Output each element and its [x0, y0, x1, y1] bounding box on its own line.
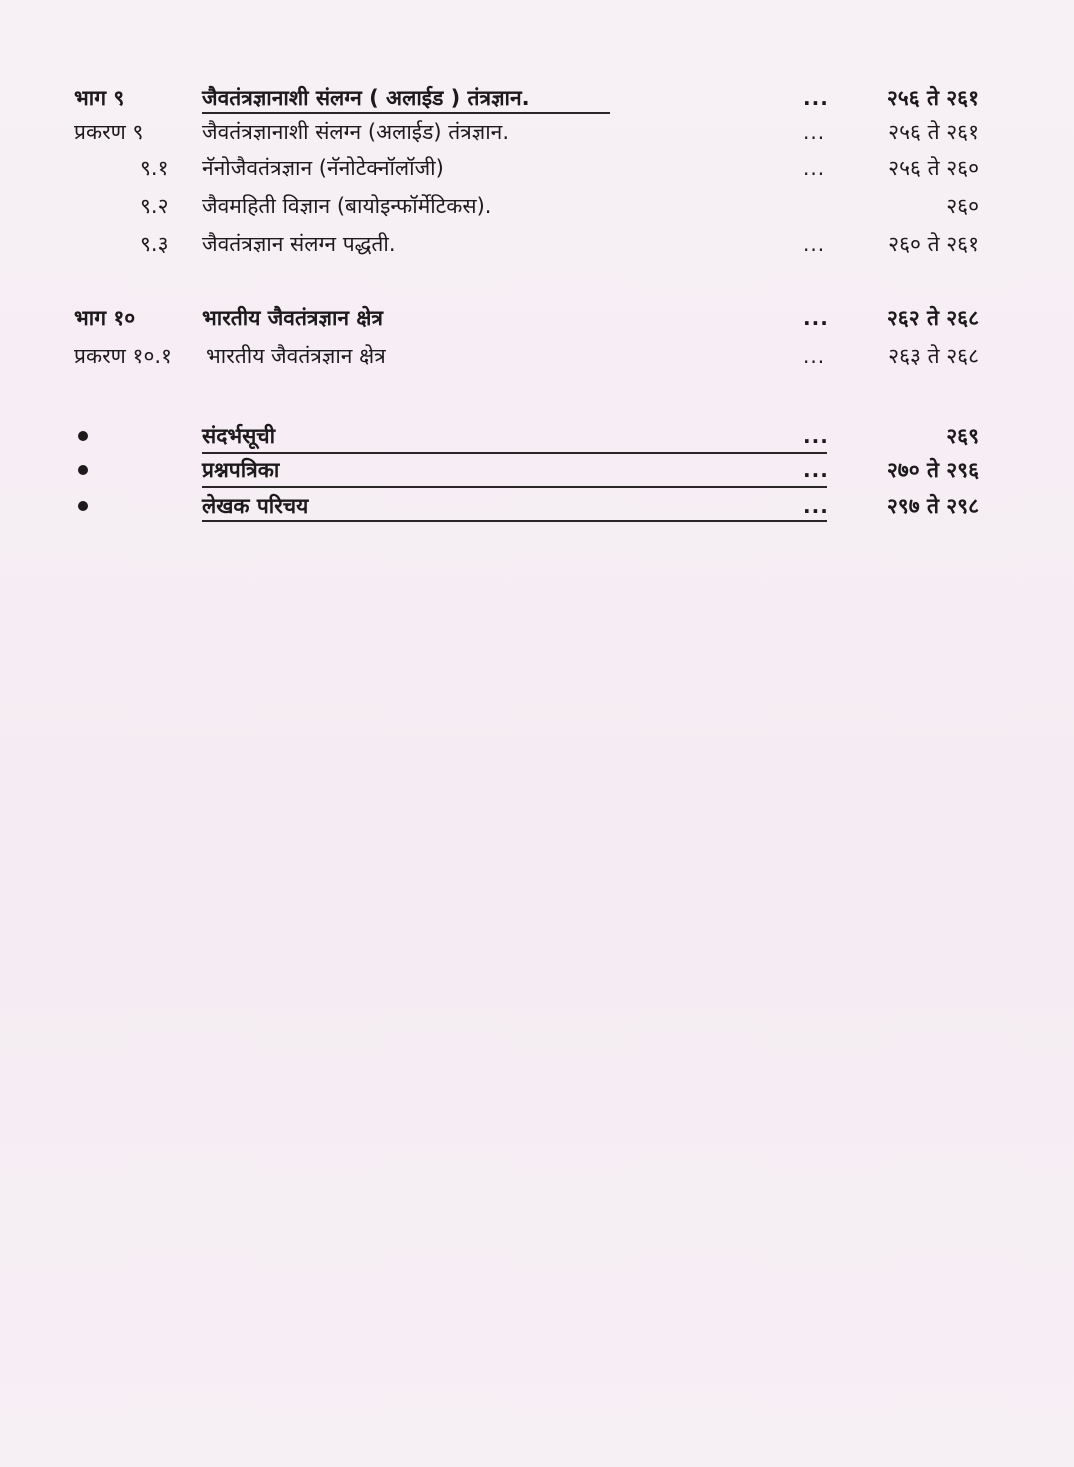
leader-dots: ...: [803, 458, 829, 482]
toc-entry-question-papers: [0, 452, 1074, 488]
leader-dots: ...: [803, 494, 829, 518]
page-range: २६० ते २६१: [888, 232, 979, 256]
part-label: भाग ९: [74, 86, 125, 110]
bullet-icon: [78, 465, 88, 475]
entry-title: संदर्भसूची: [202, 424, 276, 448]
page-range: २९७ ते २९८: [886, 494, 979, 518]
entry-title: प्रश्नपत्रिका: [202, 458, 280, 482]
leader-dots: ...: [803, 86, 829, 110]
bullet-icon: [78, 501, 88, 511]
section-title: जैवतंत्रज्ञान संलग्न पद्धती.: [202, 232, 396, 256]
part-title: जैवतंत्रज्ञानाशी संलग्न ( अलाईड ) तंत्रज्ञान.: [202, 86, 530, 110]
section-title: नॅनोजैवतंत्रज्ञान (नॅनोटेक्नॉलॉजी): [202, 156, 444, 180]
toc-entry-section-9-2: [0, 188, 1074, 224]
toc-entry-references: [0, 418, 1074, 454]
chapter-label: प्रकरण १०.१: [74, 344, 172, 368]
toc-entry-part-9: [0, 80, 1074, 116]
section-number: ९.२: [140, 194, 169, 218]
bullet-icon: [78, 431, 88, 441]
part-title: भारतीय जैवतंत्रज्ञान क्षेत्र: [202, 306, 384, 330]
part-label: भाग १०: [74, 306, 136, 330]
toc-entry-chapter-10-1: [0, 338, 1074, 374]
toc-entry-section-9-1: [0, 150, 1074, 186]
leader-dots: ...: [803, 306, 829, 330]
chapter-title: भारतीय जैवतंत्रज्ञान क्षेत्र: [206, 344, 386, 368]
page-range: २५६ ते २६१: [886, 86, 979, 110]
leader-dots: ...: [803, 424, 829, 448]
leader-dots: ...: [803, 232, 826, 256]
page-range: २५६ ते २६०: [888, 156, 979, 180]
leader-dots: ...: [803, 120, 826, 144]
toc-entry-author-profile: [0, 488, 1074, 524]
page-range: २५६ ते २६१: [888, 120, 979, 144]
page-range: २६३ ते २६८: [888, 344, 979, 368]
page-range: २६९: [946, 424, 979, 448]
toc-entry-section-9-3: [0, 226, 1074, 262]
chapter-label: प्रकरण ९: [74, 120, 144, 144]
underline: [202, 520, 827, 522]
entry-title: लेखक परिचय: [202, 494, 309, 518]
section-number: ९.३: [140, 232, 169, 256]
section-number: ९.१: [140, 156, 169, 180]
section-title: जैवमहिती विज्ञान (बायोइन्फॉर्मेटिकस).: [202, 194, 492, 218]
chapter-title: जैवतंत्रज्ञानाशी संलग्न (अलाईड) तंत्रज्ञान.: [202, 120, 509, 144]
page-range: २७० ते २९६: [886, 458, 979, 482]
leader-dots: ...: [803, 156, 826, 180]
leader-dots: ...: [803, 344, 826, 368]
page-range: २६२ ते २६८: [886, 306, 979, 330]
toc-entry-chapter-9: [0, 114, 1074, 150]
page-range: २६०: [946, 194, 979, 218]
toc-entry-part-10: [0, 300, 1074, 336]
